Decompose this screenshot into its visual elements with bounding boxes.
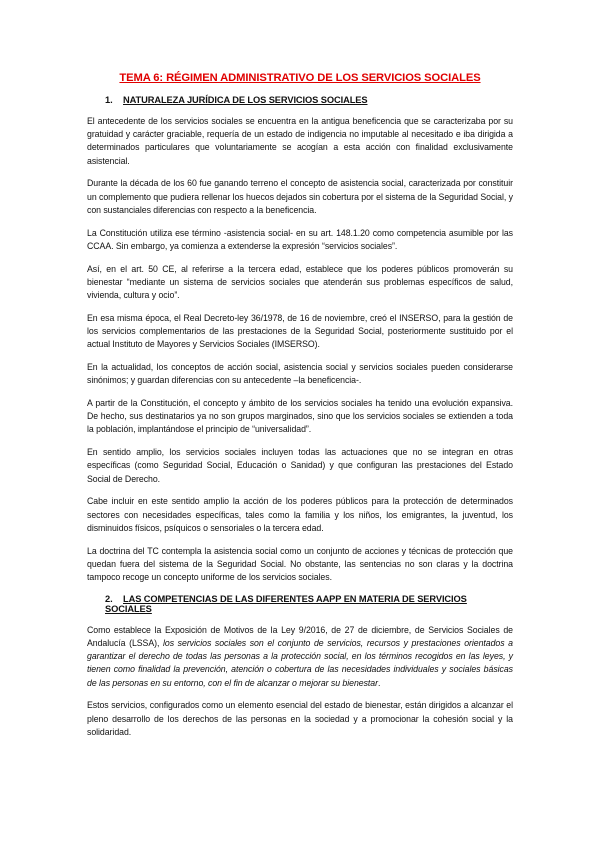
paragraph: A partir de la Constitución, el concepto y ámbito de los servicios sociales ha tenido una evolución expansiva. De hecho, sus destinatarios ya no son grupos marginados, sino que los servicios sociales se extienden a toda la población, implantándose el principio de “universalidad”.	[87, 398, 513, 435]
paragraph: La doctrina del TC contempla la asistencia social como un conjunto de acciones y técnicas de protección que quedan fuera del sistema de la Seguridad Social. No obstante, las sentencias no son claras y la doctrina tampoco recoge un concepto uniforme de los servicios sociales.	[87, 545, 513, 583]
section-2-title: LAS COMPETENCIAS DE LAS DIFERENTES AAPP EN MATERIA DE SERVICIOS SOCIALES	[105, 593, 467, 614]
section-2-heading	[105, 594, 513, 614]
lssa-quote: los servicios sociales son el conjunto de servicios, recursos y prestaciones orientados a garantizar el derecho de todas las personas a la protección social, en los términos recogidos en las leyes, y tienen como finalidad la prevención, atención o cobertura de las necesidades individuales y sociales básicas de las personas en su entorno, con el fin de alcanzar o mejorar su bienestar	[87, 638, 513, 688]
paragraph: El antecedente de los servicios sociales se encuentra en la antigua beneficencia que se caracterizaba por su gratuidad y carácter graciable, requería de un estado de indigencia no imputable al necesitado e iba dirigida a determinados particulares que voluntariamente se acogían a esta acción con finalidad exclusivamente asistencial.	[87, 116, 513, 166]
paragraph: Estos servicios, configurados como un elemento esencial del estado de bienestar, están dirigidos a alcanzar el pleno desarrollo de los derechos de las personas en la sociedad y a promocionar la cohesión social y la solidaridad.	[87, 700, 513, 737]
lssa-intro: Como establece la Exposición de Motivos de la Ley 9/2016, de 27 de diciembre, de Servicios Sociales de Andalucía (LSSA),	[87, 624, 513, 649]
section-1-number: 1.	[105, 95, 113, 105]
paragraph: En esa misma época, el Real Decreto-ley 36/1978, de 16 de noviembre, creó el INSERSO, para la gestión de los servicios complementarios de las prestaciones de la Seguridad Social, posteriormente sustituido por el actual Instituto de Mayores y Servicios Sociales (IMSERSO).	[87, 312, 513, 350]
paragraph: Así, en el art. 50 CE, al referirse a la tercera edad, establece que los poderes públicos promoverán su bienestar “mediante un sistema de servicios sociales que atenderán sus problemas específicos de salud, vivienda, cultura y ocio”.	[87, 263, 513, 301]
paragraph: La Constitución utiliza ese término -asistencia social- en su art. 148.1.20 como competencia asumible por las CCAA. Sin embargo, ya comienza a extenderse la expresión “servicios sociales”.	[87, 227, 513, 251]
paragraph: En sentido amplio, los servicios sociales incluyen todas las actuaciones que no se integran en otras específicas (como Seguridad Social, Educación o Sanidad) y que configuran las prestaciones del Estado Social de Derecho.	[87, 447, 513, 484]
paragraph-lssa-definition	[87, 624, 513, 690]
section-1-heading	[105, 95, 513, 105]
section-1-title: NATURALEZA JURÍDICA DE LOS SERVICIOS SOCIALES	[123, 95, 368, 105]
document-title: TEMA 6: RÉGIMEN ADMINISTRATIVO DE LOS SERVICIOS SOCIALES	[119, 72, 481, 84]
lssa-end: .	[377, 677, 381, 688]
paragraph: En la actualidad, los conceptos de acción social, asistencia social y servicios sociales pueden considerarse sinónimos; y guardan diferencias con su antecedente –la beneficencia-.	[87, 362, 513, 386]
paragraph: Cabe incluir en este sentido amplio la acción de los poderes públicos para la protección de determinados sectores con necesidades específicas, tales como la familia y los niños, los emigrantes, la juventud, los disminuidos físicos, psíquicos o sensoriales o la tercera edad.	[87, 496, 513, 533]
paragraph: Durante la década de los 60 fue ganando terreno el concepto de asistencia social, caracterizada por constituir un complemento que pudiera rellenar los huecos dejados sin cobertura por el sistema de la Seguridad Social, y con sustanciales diferencias con respecto a la beneficencia.	[87, 178, 513, 215]
section-2-number: 2.	[105, 593, 113, 604]
